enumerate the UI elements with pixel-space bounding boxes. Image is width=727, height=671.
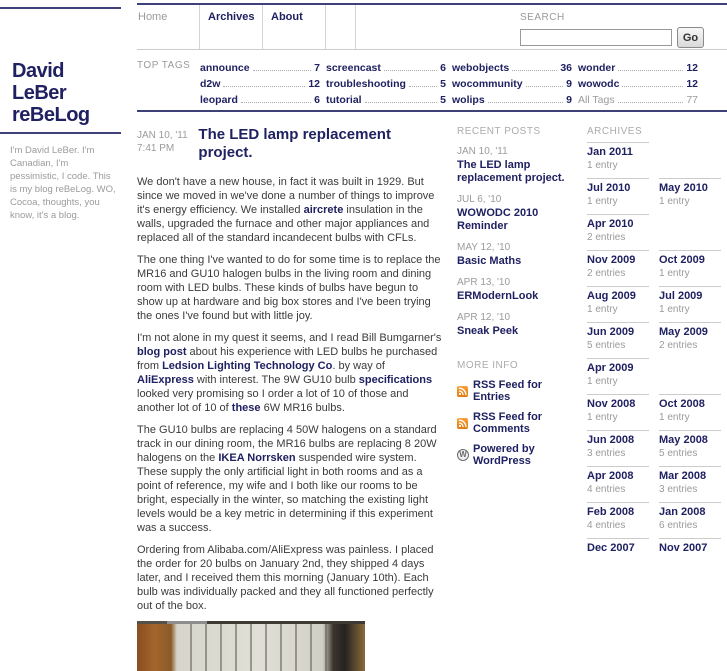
tag-screencast[interactable]: [326, 58, 446, 74]
tag-count: 12: [686, 62, 698, 74]
archive-cell-jul-2009: [659, 286, 721, 315]
site-title-line1: David LeBer: [12, 60, 67, 104]
tag-leopard[interactable]: [200, 90, 320, 106]
tag-name: All Tags: [578, 94, 615, 106]
archive-cell-mar-2008: [659, 466, 721, 495]
paragraph-text: insulation in the walls, upgraded the furnace and other major appliances and replaced all of the standard incandecent bulbs with CFLs.: [137, 204, 430, 244]
post-paragraph: [137, 175, 443, 245]
post-body: [137, 175, 443, 613]
archive-cell-may-2008: [659, 430, 721, 459]
archive-entry-count: 6 entries: [659, 520, 698, 531]
inline-link[interactable]: AliExpress: [137, 374, 194, 386]
paragraph-text: about his experience with LED bulbs he purchased from: [137, 346, 438, 372]
tag-name: leopard: [200, 94, 238, 106]
tag-leader-dots: [526, 86, 564, 87]
archive-month-link[interactable]: Nov 2007: [659, 542, 708, 554]
archive-entry-count: 3 entries: [659, 484, 698, 495]
archive-cell-dec-2007: [587, 538, 649, 567]
recent-post-link[interactable]: WOWODC 2010 Reminder: [457, 207, 539, 232]
tag-leader-dots: [622, 86, 683, 87]
more-info-header: MORE INFO: [457, 360, 519, 371]
inline-link[interactable]: Ledsion Lighting Technology Co: [162, 360, 333, 372]
tag-leader-dots: [618, 102, 684, 103]
inline-link[interactable]: IKEA Norrsken: [218, 452, 296, 464]
archive-month-link[interactable]: Aug 2009: [587, 290, 636, 302]
top-tags-section: [137, 50, 727, 112]
archive-cell-jun-2009: [587, 322, 649, 351]
tag-leader-dots: [241, 102, 311, 103]
recent-post-item: [457, 242, 573, 268]
archive-month-link[interactable]: Apr 2009: [587, 362, 634, 374]
archive-entry-count: 2 entries: [659, 340, 698, 351]
tag-count: 9: [566, 78, 572, 90]
archive-entry-count: 1 entry: [659, 196, 690, 207]
tag-count: 12: [686, 78, 698, 90]
recent-post-item: [457, 312, 573, 338]
archive-entry-count: 2 entries: [587, 232, 626, 243]
paragraph-text: The one thing I've wanted to do for some time is to replace the MR16 and GU10 halogen bulbs in the living room and dining room with LED bulbs. These kinds of bulbs have begun to show up at hardware and big box stores and I've been trying the ones I've found but with little joy.: [137, 254, 441, 322]
recent-post-link[interactable]: ERModernLook: [457, 290, 539, 302]
post-header: [137, 126, 443, 162]
tag-cloud: [200, 58, 704, 106]
paragraph-text: looked very promising so I order a lot of 10 of those and another lot of 10 of: [137, 388, 409, 414]
archive-month-link[interactable]: Apr 2008: [587, 470, 634, 482]
more-info-label: RSS Feed for Comments: [473, 411, 543, 435]
search-go-button[interactable]: Go: [677, 27, 704, 48]
more-info-link-rss-feed-for-entries[interactable]: [457, 379, 573, 403]
tag-wonder[interactable]: [578, 58, 698, 74]
tag-name: announce: [200, 62, 250, 74]
paragraph-text: with interest. The 9W GU10 bulb: [193, 374, 359, 386]
tag-count: 6: [440, 62, 446, 74]
archive-entry-count: 4 entries: [587, 484, 626, 495]
archive-cell-empty: [659, 214, 721, 243]
tag-leader-dots: [384, 70, 437, 71]
paragraph-text: Ordering from Alibaba.com/AliExpress was painless. I placed the order for 20 bulbs on January 2nd, they shipped 4 days later, and I received them this morning (January 10th). Each bulb was individually packed and they all functioned perfectly out of the box.: [137, 544, 434, 612]
archive-month-link[interactable]: Jun 2008: [587, 434, 635, 446]
post-paragraph: [137, 423, 443, 535]
paragraph-text: I'm not alone in my quest it seems, and I read Bill Bumgarner's: [137, 332, 442, 344]
inline-link[interactable]: blog post: [137, 346, 187, 358]
archive-month-link[interactable]: Jun 2009: [587, 326, 635, 338]
paragraph-text: . by way of: [332, 360, 385, 372]
tag-leader-dots: [512, 70, 557, 71]
archive-entry-count: 1 entry: [659, 304, 690, 315]
inline-link[interactable]: aircrete: [303, 204, 344, 216]
archive-entry-count: 1 entry: [587, 412, 618, 423]
archive-cell-oct-2008: [659, 394, 721, 423]
archive-cell-jan-2008: [659, 502, 721, 531]
tag-leader-dots: [488, 102, 563, 103]
search-input[interactable]: [520, 29, 672, 46]
more-info-list: [457, 379, 573, 467]
recent-post-date: MAY 12, '10: [457, 242, 511, 253]
recent-post-item: [457, 194, 573, 233]
more-info-label: Powered by WordPress: [473, 443, 535, 467]
recent-post-date: APR 13, '10: [457, 277, 511, 288]
sidebar-bottom-divider: [0, 132, 121, 134]
post-date: [137, 126, 198, 162]
archive-month-link[interactable]: Dec 2007: [587, 542, 635, 554]
tag-leader-dots: [223, 86, 305, 87]
site-title[interactable]: [12, 60, 121, 126]
post-paragraph: [137, 331, 443, 415]
tag-count: 6: [314, 94, 320, 106]
paragraph-text: We don't have a new house, in fact it was built in 1929. But since we moved in we've done a number of things to improve it's energy efficiency. We installed: [137, 176, 435, 216]
recent-post-date: APR 12, '10: [457, 312, 511, 323]
archive-cell-nov-2007: [659, 538, 721, 567]
archive-cell-feb-2008: [587, 502, 649, 531]
archive-month-link[interactable]: Apr 2010: [587, 218, 634, 230]
archive-cell-empty: [659, 358, 721, 387]
recent-posts-section: [457, 126, 573, 671]
recent-post-link[interactable]: Basic Maths: [457, 255, 522, 267]
more-info-label: RSS Feed for Entries: [473, 379, 543, 403]
site-tagline: I'm David LeBer. I'm Canadian, I'm pessimistic, I code. This is my blog reBeLog. WO, Cocoa, thoughts, you know, it's a blog.: [10, 145, 116, 221]
tag-column: [578, 58, 698, 106]
main-column: [137, 0, 727, 671]
archive-cell-jan-2011: [587, 142, 649, 171]
tag-column: [200, 58, 320, 106]
tag-d2w[interactable]: [200, 74, 320, 90]
tag-name: troubleshooting: [326, 78, 406, 90]
tag-leader-dots: [253, 70, 312, 71]
recent-post-date: JUL 6, '10: [457, 194, 502, 205]
archive-entry-count: 1 entry: [659, 268, 690, 279]
archive-month-link[interactable]: Oct 2008: [659, 398, 705, 410]
tag-wowodc[interactable]: [578, 74, 698, 90]
archive-cell-may-2010: [659, 178, 721, 207]
wordpress-icon: W: [457, 449, 469, 461]
search-label: SEARCH: [520, 12, 565, 23]
sidebar: [0, 0, 121, 222]
archive-entry-count: 1 entry: [587, 304, 618, 315]
tag-leader-dots: [409, 86, 437, 87]
archive-cell-oct-2009: [659, 250, 721, 279]
tag-name: d2w: [200, 78, 221, 90]
tag-all-tags: [578, 90, 698, 106]
archive-month-link[interactable]: Feb 2008: [587, 506, 635, 518]
post-date-time: 7:41 PM: [137, 143, 175, 154]
archive-month-link[interactable]: May 2010: [659, 182, 708, 194]
archive-cell-nov-2009: [587, 250, 649, 279]
post-paragraph: [137, 543, 443, 613]
nav-item-about[interactable]: About: [263, 5, 326, 49]
tag-leader-dots: [365, 102, 438, 103]
tag-troubleshooting[interactable]: [326, 74, 446, 90]
archive-entry-count: 2 entries: [587, 268, 626, 279]
tag-leader-dots: [618, 70, 683, 71]
archive-entry-count: 1 entry: [587, 196, 618, 207]
tag-count: 5: [440, 78, 446, 90]
post-date-day: JAN 10, '11: [137, 130, 188, 141]
recent-posts-header: RECENT POSTS: [457, 126, 541, 137]
nav-bar: [137, 5, 727, 50]
archive-entry-count: 4 entries: [587, 520, 626, 531]
paragraph-text: suspended wire system. These supply the only artificial light in both rooms and as a point of reference, my wife and I both like our rooms to be bright, especially in the winter, so matching the existing light levels would be a key metric in determining if this experiment was a success.: [137, 452, 433, 534]
archive-month-link[interactable]: Jul 2010: [587, 182, 631, 194]
tag-name: wocommunity: [452, 78, 523, 90]
tag-column: [452, 58, 572, 106]
tag-name: wowodc: [578, 78, 620, 90]
archive-month-link[interactable]: May 2008: [659, 434, 708, 446]
search-area: [520, 12, 704, 48]
sidebar-top-divider: [0, 7, 121, 9]
recent-post-date: JAN 10, '11: [457, 146, 508, 157]
archive-cell-nov-2008: [587, 394, 649, 423]
archive-cell-may-2009: [659, 322, 721, 351]
archive-entry-count: 5 entries: [587, 340, 626, 351]
nav-spacer: [326, 5, 356, 49]
tag-name: wolips: [452, 94, 485, 106]
tag-name: tutorial: [326, 94, 362, 106]
more-info-link-rss-feed-for-comments[interactable]: [457, 411, 573, 435]
archive-entry-count: 3 entries: [587, 448, 626, 459]
recent-post-link[interactable]: The LED lamp replacement project.: [457, 159, 565, 184]
archive-entry-count: 5 entries: [659, 448, 698, 459]
archive-month-link[interactable]: Nov 2008: [587, 398, 636, 410]
blog-post: [137, 126, 443, 671]
archive-month-link[interactable]: Jul 2009: [659, 290, 703, 302]
recent-post-link[interactable]: Sneak Peek: [457, 325, 519, 337]
archives-section: [587, 126, 721, 671]
tag-name: screencast: [326, 62, 381, 74]
archive-cell-empty: [659, 142, 721, 171]
tag-name: webobjects: [452, 62, 510, 74]
rss-icon: [457, 386, 468, 397]
tag-count: 77: [686, 94, 698, 106]
archive-cell-apr-2008: [587, 466, 649, 495]
archive-cell-aug-2009: [587, 286, 649, 315]
post-paragraph: [137, 253, 443, 323]
archive-cell-jun-2008: [587, 430, 649, 459]
tag-wocommunity[interactable]: [452, 74, 572, 90]
nav-item-archives[interactable]: Archives: [200, 5, 263, 49]
archive-month-link[interactable]: Mar 2008: [659, 470, 707, 482]
rss-icon: [457, 418, 468, 429]
archive-month-link[interactable]: Nov 2009: [587, 254, 636, 266]
post-title[interactable]: The LED lamp replacement project.: [198, 126, 391, 161]
archive-cell-jul-2010: [587, 178, 649, 207]
archive-month-link[interactable]: Jan 2008: [659, 506, 706, 518]
tag-tutorial[interactable]: [326, 90, 446, 106]
nav-item-home[interactable]: Home: [137, 5, 200, 49]
tag-name: wonder: [578, 62, 616, 74]
more-info-link-powered-by-wordpress[interactable]: [457, 443, 573, 467]
tag-webobjects[interactable]: [452, 58, 572, 74]
archives-header: ARCHIVES: [587, 126, 643, 137]
top-tags-label: TOP TAGS: [137, 60, 191, 71]
recent-post-item: [457, 277, 573, 303]
archive-month-link[interactable]: Jan 2011: [587, 146, 633, 158]
tag-count: 7: [314, 62, 320, 74]
inline-link[interactable]: specifications: [358, 374, 433, 386]
archive-month-link[interactable]: May 2009: [659, 326, 708, 338]
tag-column: [326, 58, 446, 106]
tag-wolips[interactable]: [452, 90, 572, 106]
content-area: [137, 112, 727, 671]
archive-cell-apr-2010: [587, 214, 649, 243]
recent-posts-list: [457, 146, 573, 338]
inline-link[interactable]: these: [231, 402, 261, 414]
site-title-line2: reBeLog: [12, 104, 90, 126]
tag-count: 36: [560, 62, 572, 74]
tag-announce[interactable]: [200, 58, 320, 74]
paragraph-text: The GU10 bulbs are replacing 4 50W halogens on a standard track in our dining room, the MR16 bulbs are replacing 8 20W halogens on the: [137, 424, 437, 464]
archive-month-link[interactable]: Oct 2009: [659, 254, 705, 266]
archive-entry-count: 1 entry: [659, 412, 690, 423]
tag-count: 5: [440, 94, 446, 106]
archive-entry-count: 1 entry: [587, 376, 618, 387]
archives-grid: [587, 142, 721, 574]
tag-count: 9: [566, 94, 572, 106]
tag-count: 12: [308, 78, 320, 90]
recent-post-item: [457, 146, 573, 185]
post-photo: [137, 621, 365, 671]
archive-entry-count: 1 entry: [587, 160, 618, 171]
archive-cell-apr-2009: [587, 358, 649, 387]
paragraph-text: 6W MR16 bulbs.: [260, 402, 345, 414]
